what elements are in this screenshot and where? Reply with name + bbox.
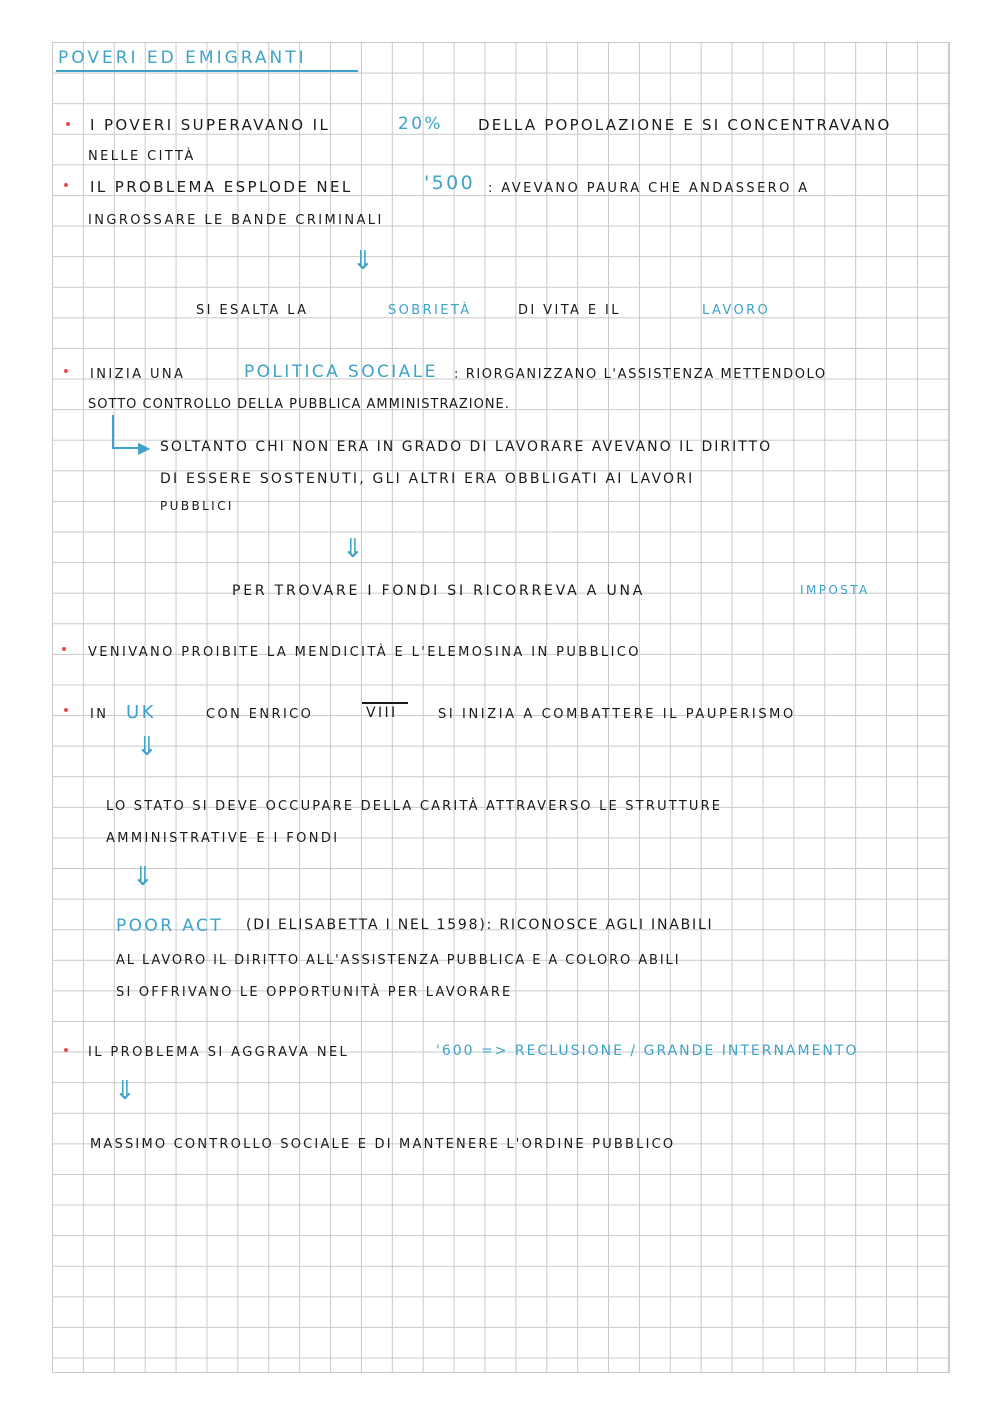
bullet-marker [64, 1048, 68, 1052]
note-line: : RIORGANIZZANO L'ASSISTENZA METTENDOLO [454, 367, 827, 382]
note-line: SI ESALTA LA [196, 303, 309, 318]
note-highlight: '600 => RECLUSIONE / GRANDE INTERNAMENTO [436, 1043, 859, 1059]
note-line: NELLE CITTÀ [88, 149, 196, 164]
note-line: VIII [366, 705, 398, 721]
bullet-marker [62, 647, 66, 651]
bullet-marker [66, 122, 70, 126]
note-line: LO STATO SI DEVE OCCUPARE DELLA CARITÀ ATTRAVERSO LE STRUTTURE [106, 799, 723, 814]
note-line: INGROSSARE LE BANDE CRIMINALI [88, 213, 384, 228]
note-line: DELLA POPOLAZIONE E SI CONCENTRAVANO [478, 116, 892, 134]
note-highlight: UK [126, 702, 156, 723]
down-arrow-icon: ⇓ [352, 246, 374, 276]
note-line: MASSIMO CONTROLLO SOCIALE E DI MANTENERE L'ORDINE PUBBLICO [90, 1137, 676, 1152]
note-line: SI OFFRIVANO LE OPPORTUNITÀ PER LAVORARE [116, 985, 513, 1000]
note-line: PUBBLICI [160, 499, 234, 513]
down-arrow-icon: ⇓ [114, 1076, 136, 1106]
note-line: CON ENRICO [206, 707, 314, 722]
page-title: POVERI ED EMIGRANTI [58, 48, 307, 68]
bullet-marker [64, 183, 68, 187]
note-line: VENIVANO PROIBITE LA MENDICITÀ E L'ELEMOSINA IN PUBBLICO [88, 645, 641, 660]
down-arrow-icon: ⇓ [342, 534, 364, 564]
note-line: I POVERI SUPERAVANO IL [90, 116, 331, 134]
note-highlight: 20% [398, 114, 443, 134]
note-line: AMMINISTRATIVE E I FONDI [106, 831, 340, 846]
note-line: IN [90, 707, 109, 722]
note-line: AL LAVORO IL DIRITTO ALL'ASSISTENZA PUBBLICA E A COLORO ABILI [116, 953, 681, 968]
note-line: : AVEVANO PAURA CHE ANDASSERO A [488, 181, 810, 196]
note-line: IL PROBLEMA SI AGGRAVA NEL [88, 1045, 350, 1060]
overline-mark [362, 702, 408, 704]
down-arrow-icon: ⇓ [136, 732, 158, 762]
note-highlight: SOBRIETÀ [388, 303, 472, 318]
note-line: (DI ELISABETTA I NEL 1598): RICONOSCE AGLI INABILI [246, 917, 714, 933]
arrow-head-icon: ▶ [138, 438, 151, 457]
title-underline [56, 70, 358, 72]
note-line: DI VITA E IL [518, 303, 621, 318]
note-line: SOTTO CONTROLLO DELLA PUBBLICA AMMINISTRAZIONE. [88, 397, 510, 412]
note-line: DI ESSERE SOSTENUTI, GLI ALTRI ERA OBBLIGATI AI LAVORI [160, 471, 695, 487]
note-line: IL PROBLEMA ESPLODE NEL [90, 178, 353, 196]
note-line: SI INIZIA A COMBATTERE IL PAUPERISMO [438, 707, 796, 722]
note-line: SOLTANTO CHI NON ERA IN GRADO DI LAVORARE AVEVANO IL DIRITTO [160, 439, 773, 455]
note-highlight: POOR ACT [116, 916, 224, 936]
note-line: PER TROVARE I FONDI SI RICORREVA A UNA [232, 583, 646, 599]
bullet-marker [64, 708, 68, 712]
note-highlight: LAVORO [702, 303, 771, 318]
note-highlight: IMPOSTA [800, 583, 870, 597]
note-line: INIZIA UNA [90, 367, 186, 382]
note-highlight: POLITICA SOCIALE [244, 362, 438, 382]
down-arrow-icon: ⇓ [132, 862, 154, 892]
note-highlight: '500 [424, 172, 476, 194]
bullet-marker [64, 369, 68, 373]
